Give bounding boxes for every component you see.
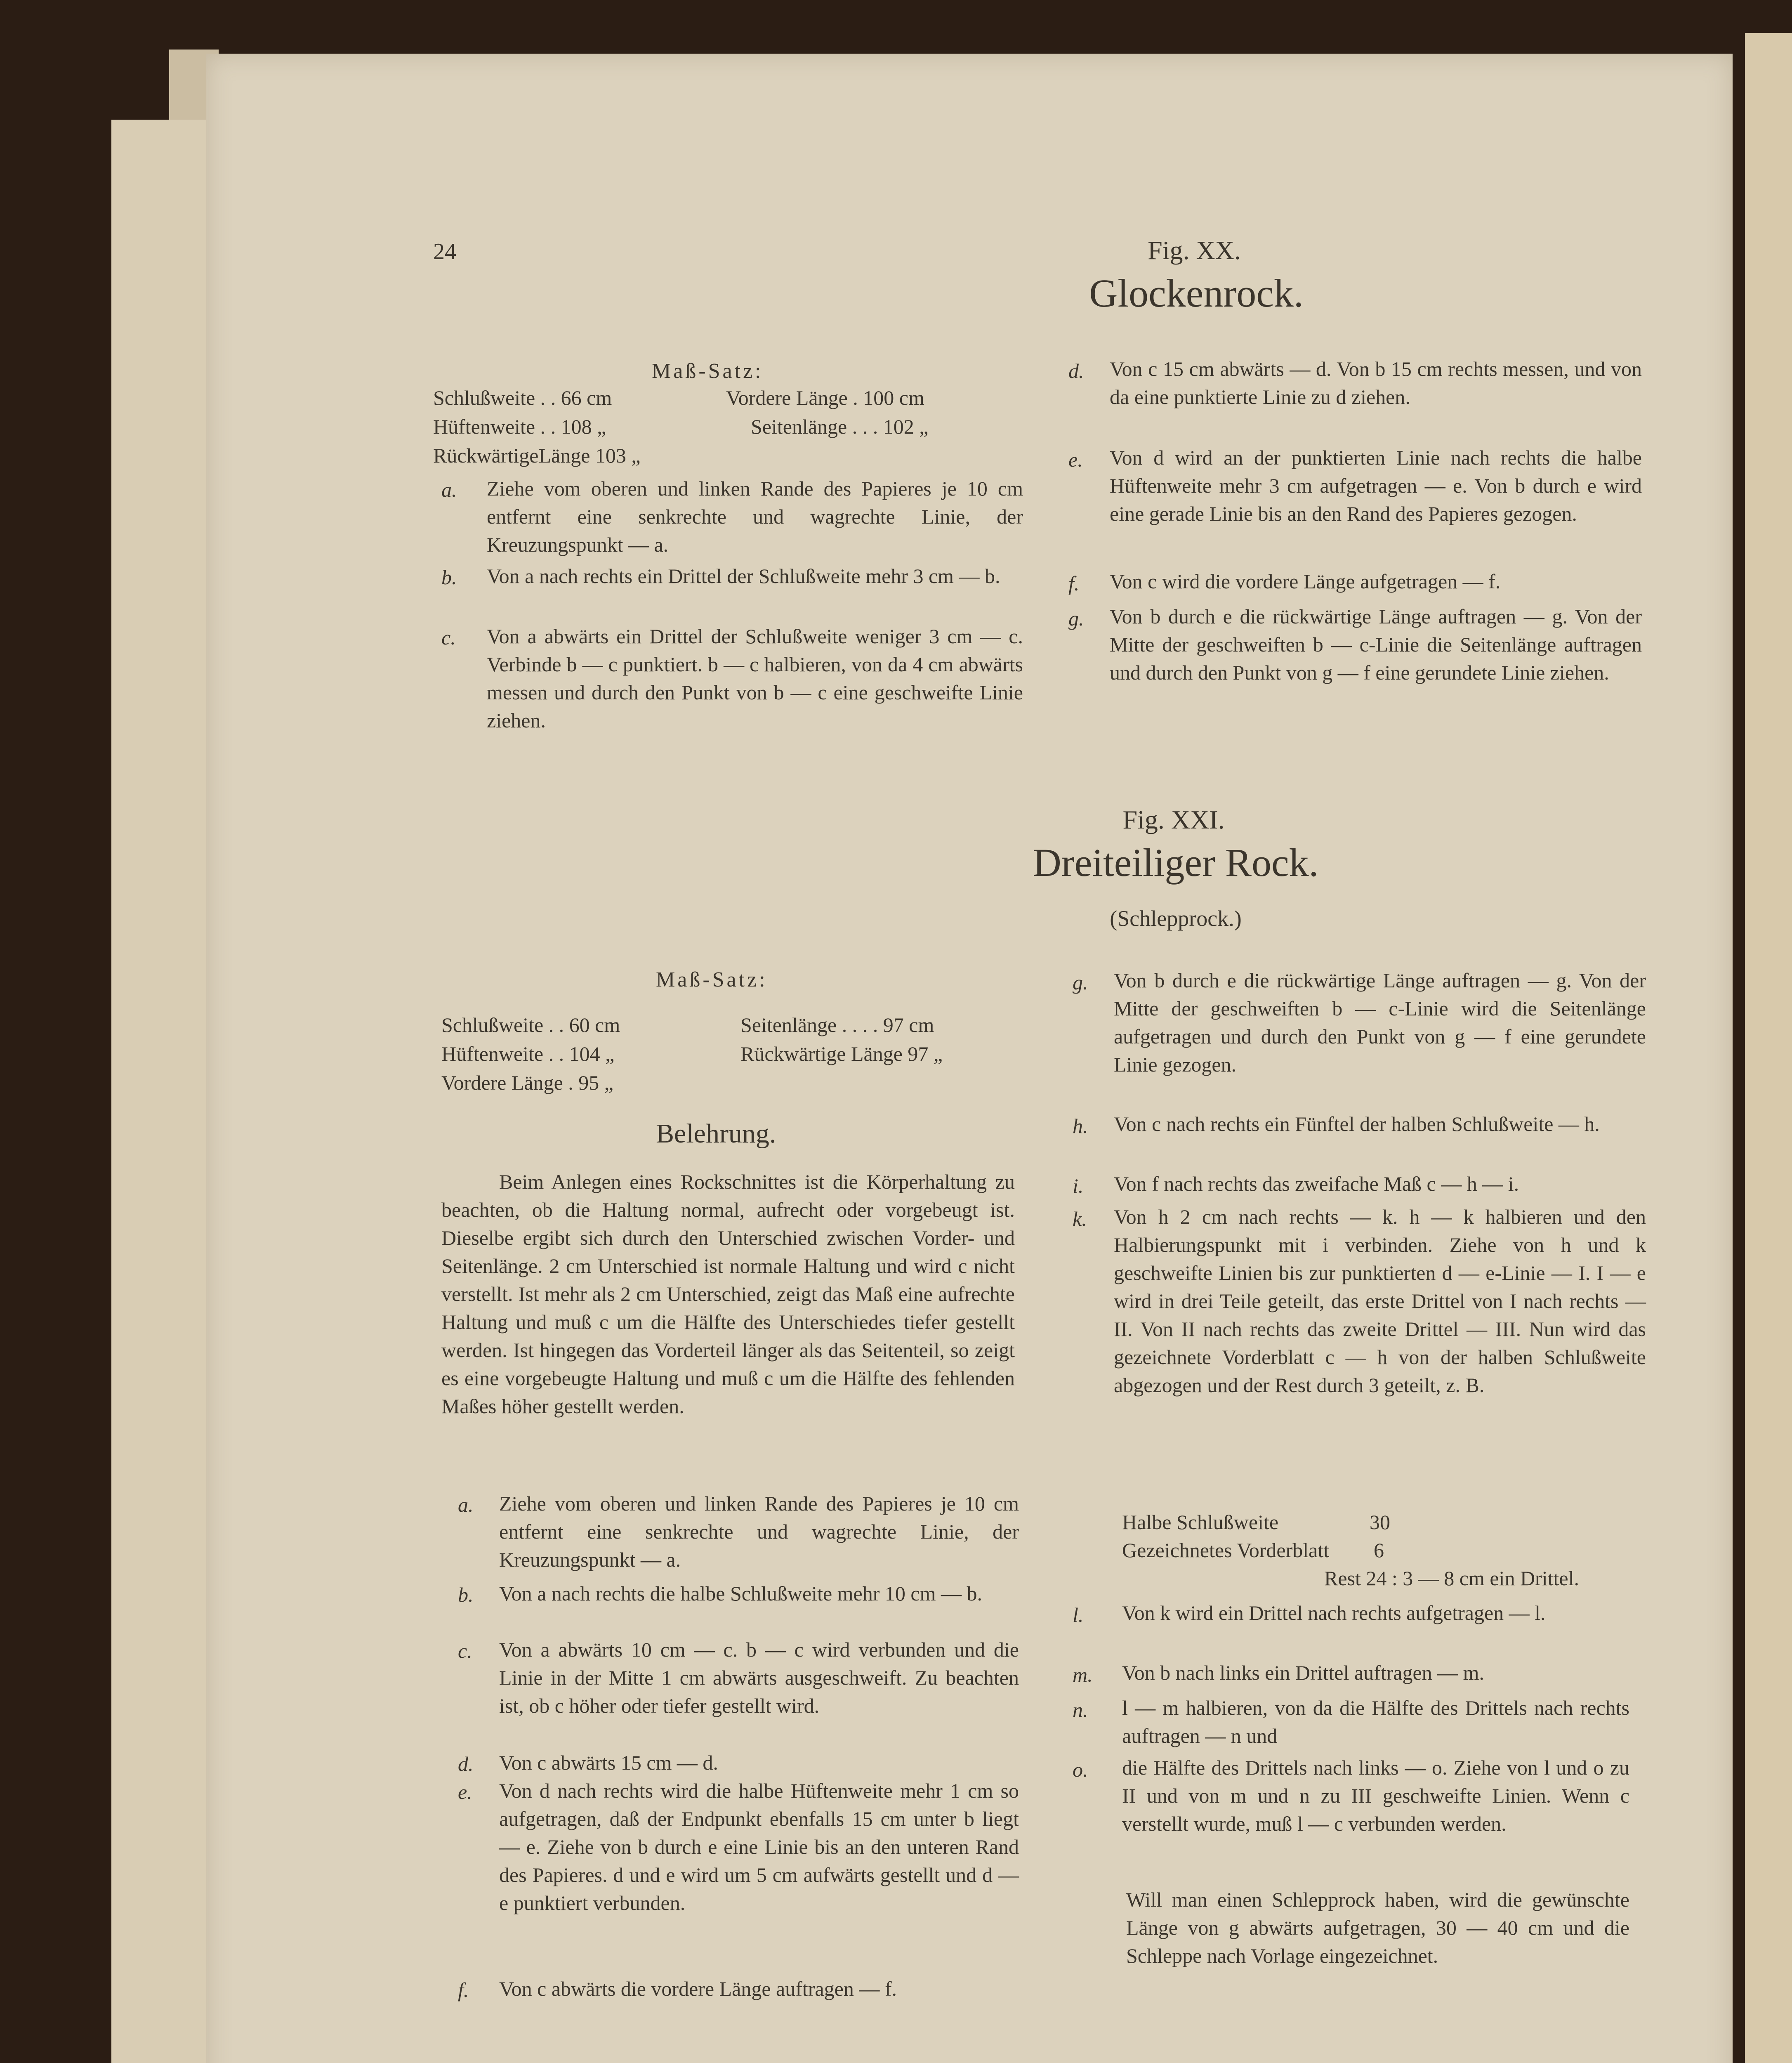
item-mark: b. bbox=[441, 566, 457, 589]
instruction-item: l — m halbieren, von da die Hälfte des Drittels nach rechts auftragen — n und bbox=[1122, 1696, 1629, 1747]
item-mark: d. bbox=[1068, 359, 1084, 382]
instruction-item: Von b durch e die rückwärtige Länge auftragen — g. Von der Mitte der geschweiften b — c-Linie die Seitenlänge auftragen und durch den Punkt von g — f eine gerundete Linie ziehen. bbox=[1110, 605, 1642, 684]
mass-line: Vordere Länge . 95 „ bbox=[441, 1071, 613, 1094]
item-mark: l. bbox=[1073, 1603, 1084, 1626]
mass-line: Schlußweite . . 60 cm bbox=[441, 1013, 620, 1036]
belehrung-paragraph: Beim Anlegen eines Rockschnittes ist die Körperhaltung zu beachten, ob die Haltung normal, aufrecht oder vorgebeugt ist. Dieselbe ergibt sich durch den Unterschied zwischen Vorder- und Seitenlänge. 2 cm Unterschied ist normale Haltung und wird c nicht verstellt. Ist mehr als 2 cm Unterschied, zeigt das Maß eine aufrechte Haltung und muß c um die Hälfte des Unterschiedes tiefer gestellt werden. Ist hingegen das Vorderteil länger als das Seitenteil, so zeigt es eine vorgebeugte Haltung und muß c um die Hälfte des fehlenden Maßes höher gestellt werden. bbox=[441, 1170, 1015, 1418]
section-title-dreiteiliger-rock: Dreiteiliger Rock. bbox=[1033, 840, 1319, 885]
calc-label: Halbe Schlußweite bbox=[1122, 1511, 1279, 1534]
item-mark: a. bbox=[441, 478, 457, 501]
item-mark: e. bbox=[1068, 448, 1083, 471]
item-mark: n. bbox=[1073, 1698, 1088, 1721]
item-mark: g. bbox=[1073, 971, 1088, 994]
instruction-item: die Hälfte des Drittels nach links — o. Ziehe von l und o zu II und von m und n zu III geschweifte Linien. Wenn c verstellt wurde, muß l — c verbunden werden. bbox=[1122, 1756, 1629, 1835]
mass-line: Vordere Länge . 100 cm bbox=[726, 386, 924, 409]
calc-label: Gezeichnetes Vorderblatt bbox=[1122, 1539, 1330, 1562]
item-mark: a. bbox=[458, 1493, 474, 1516]
item-mark: b. bbox=[458, 1583, 474, 1606]
figure-label-21: Fig. XXI. bbox=[1122, 805, 1225, 834]
item-mark: o. bbox=[1073, 1758, 1088, 1781]
mass-line: Hüftenweite . . 108 „ bbox=[433, 415, 606, 438]
item-mark: d. bbox=[458, 1752, 474, 1775]
mass-heading: Maß-Satz: bbox=[656, 968, 768, 991]
instruction-item: Von k wird ein Drittel nach rechts aufgetragen — l. bbox=[1122, 1601, 1546, 1624]
instruction-item: Von b durch e die rückwärtige Länge auftragen — g. Von der Mitte der geschweiften b — c-Linie wird die Seitenlänge aufgetragen und durch den Punkt von g — f eine gerundete Linie gezogen. bbox=[1114, 969, 1646, 1076]
instruction-item: Von h 2 cm nach rechts — k. h — k halbieren und den Halbierungspunkt mit i verbinden. Ziehe von h und k geschweifte Linien bis zur punktierten d — e-Linie — I. I — e wird in drei Teile geteilt, das erste Drittel von I nach rechts — II. Von II nach rechts das zweite Drittel — III. Nun wird das gezeichnete Vorderblatt c — h von der halben Schlußweite abgezogen und der Rest durch 3 geteilt, z. B. bbox=[1114, 1205, 1646, 1397]
instruction-item: Ziehe vom oberen und linken Rande des Papieres je 10 cm entfernt eine senkrechte und wagrechte Linie, der Kreuzungspunkt — a. bbox=[499, 1492, 1019, 1571]
mass-heading: Maß-Satz: bbox=[652, 359, 764, 383]
item-mark: f. bbox=[1068, 572, 1080, 595]
item-mark: k. bbox=[1073, 1207, 1087, 1230]
mass-line: Seitenlänge . . . 102 „ bbox=[751, 415, 929, 438]
mass-line: Hüftenweite . . 104 „ bbox=[441, 1042, 615, 1065]
item-mark: c. bbox=[441, 626, 456, 649]
item-mark: i. bbox=[1073, 1174, 1084, 1197]
instruction-item: Von f nach rechts das zweifache Maß c — h — i. bbox=[1114, 1172, 1519, 1195]
item-mark: e. bbox=[458, 1780, 472, 1803]
instruction-item: Von a nach rechts die halbe Schlußweite mehr 10 cm — b. bbox=[499, 1582, 982, 1605]
item-mark: m. bbox=[1073, 1663, 1093, 1686]
instruction-item: Von b nach links ein Drittel auftragen — m. bbox=[1122, 1661, 1485, 1684]
item-mark: c. bbox=[458, 1639, 472, 1662]
item-mark: g. bbox=[1068, 607, 1084, 630]
instruction-item: Ziehe vom oberen und linken Rande des Papieres je 10 cm entfernt eine senkrechte und wagrechte Linie, der Kreuzungspunkt — a. bbox=[487, 477, 1023, 556]
calc-result: Rest 24 : 3 — 8 cm ein Drittel. bbox=[1324, 1567, 1579, 1590]
calc-value: 6 bbox=[1374, 1539, 1384, 1562]
calc-value: 30 bbox=[1370, 1511, 1390, 1534]
section-title-glockenrock: Glockenrock. bbox=[1089, 271, 1304, 315]
mass-line: Rückwärtige Länge 97 „ bbox=[740, 1042, 943, 1065]
instruction-item: Von c wird die vordere Länge aufgetragen — f. bbox=[1110, 570, 1501, 593]
instruction-item: Von c abwärts die vordere Länge auftragen — f. bbox=[499, 1977, 897, 2000]
instruction-item: Von c 15 cm abwärts — d. Von b 15 cm rechts messen, und von da eine punktierte Linie zu d ziehen. bbox=[1110, 357, 1642, 408]
book-page bbox=[206, 54, 1733, 2063]
mass-line: Seitenlänge . . . . 97 cm bbox=[740, 1013, 934, 1036]
instruction-item: Von a nach rechts ein Drittel der Schlußweite mehr 3 cm — b. bbox=[487, 564, 1000, 588]
section-subtitle: (Schlepprock.) bbox=[1110, 906, 1242, 931]
item-mark: h. bbox=[1073, 1114, 1088, 1138]
adjacent-page bbox=[1745, 33, 1792, 2063]
page-number: 24 bbox=[433, 239, 456, 264]
figure-label-20: Fig. XX. bbox=[1148, 236, 1241, 265]
mass-line: RückwärtigeLänge 103 „ bbox=[433, 444, 641, 467]
mass-line: Schlußweite . . 66 cm bbox=[433, 386, 612, 409]
instruction-item: Von a abwärts 10 cm — c. b — c wird verbunden und die Linie in der Mitte 1 cm abwärts ausgeschweift. Zu beachten ist, ob c höher oder tiefer gestellt wird. bbox=[499, 1638, 1019, 1717]
belehrung-heading: Belehrung. bbox=[656, 1119, 776, 1149]
closing-paragraph: Will man einen Schlepprock haben, wird die gewünschte Länge von g abwärts aufgetragen, 30 — 40 cm und die Schleppe nach Vorlage eingezeichnet. bbox=[1126, 1888, 1629, 1967]
instruction-item: Von c abwärts 15 cm — d. bbox=[499, 1751, 718, 1774]
item-mark: f. bbox=[458, 1978, 469, 2002]
instruction-item: Von d nach rechts wird die halbe Hüftenweite mehr 1 cm so aufgetragen, daß der Endpunkt ebenfalls 15 cm unter b liegt — e. Ziehe von b durch e eine Linie bis an den unteren Rand des Papieres. d und e wird um 5 cm aufwärts gestellt und d — e punktiert verbunden. bbox=[499, 1779, 1019, 1914]
instruction-item: Von d wird an der punktierten Linie nach rechts die halbe Hüftenweite mehr 3 cm aufgetragen — e. Von b durch e wird eine gerade Linie bis an den Rand des Papieres gezogen. bbox=[1110, 446, 1642, 525]
instruction-item: Von c nach rechts ein Fünftel der halben Schlußweite — h. bbox=[1114, 1112, 1600, 1135]
instruction-item: Von a abwärts ein Drittel der Schlußweite weniger 3 cm — c. Verbinde b — c punktiert. b — c halbieren, von da 4 cm abwärts messen und durch den Punkt von b — c eine geschweifte Linie ziehen. bbox=[487, 625, 1023, 732]
